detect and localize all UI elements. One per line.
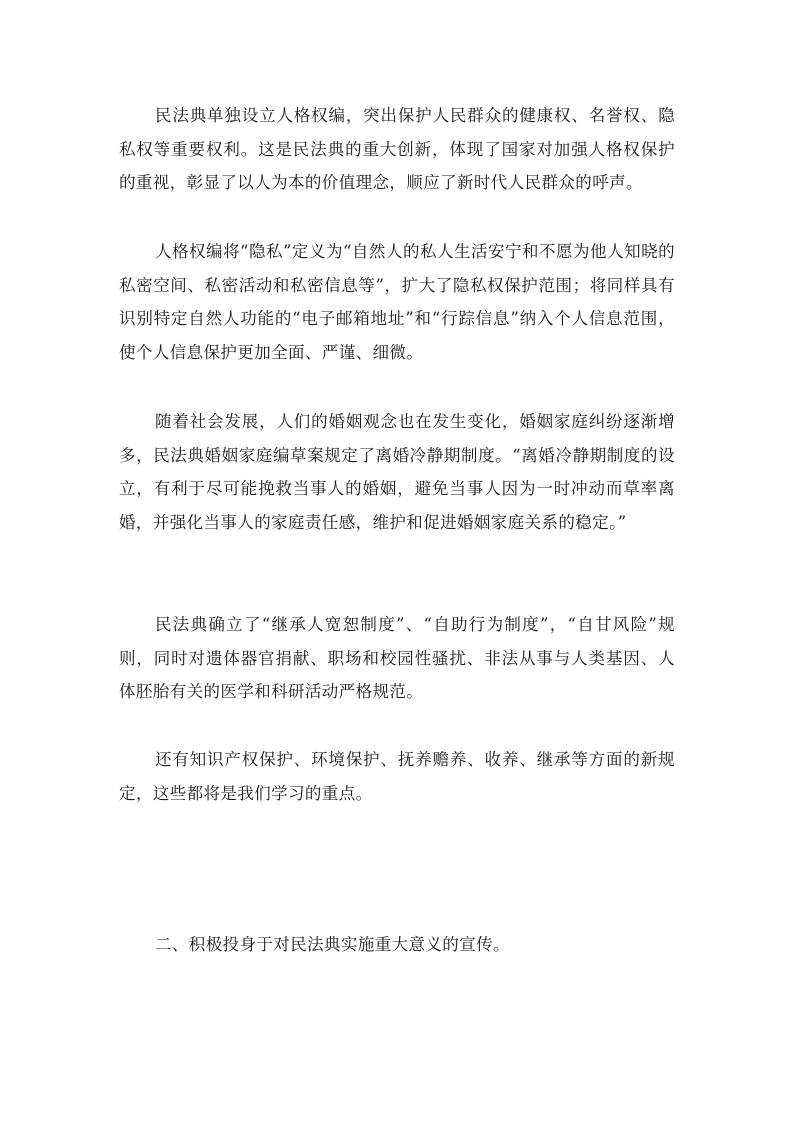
paragraph-personality-rights: 民法典单独设立人格权编，突出保护人民群众的健康权、名誉权、隐私权等重要权利。这是民法典的重大创新，体现了国家对加强人格权保护的重视，彰显了以人为本的价值理念，顺应了新时代人民群众的呼声。 bbox=[119, 106, 675, 192]
paragraph-marriage-cooling-off: 随着社会发展，人们的婚姻观念也在发生变化，婚姻家庭纠纷逐渐增多，民法典婚姻家庭编草案规定了离婚冷静期制度。“离婚冷静期制度的设立，有利于尽可能挽救当事人的婚姻，避免当事人因为一时冲动而草率离婚，并强化当事人的家庭责任感，维护和促进婚姻家庭关系的稳定。” bbox=[119, 412, 675, 532]
paragraph-new-systems: 民法典确立了“继承人宽恕制度”、“自助行为制度”，“自甘风险”规则，同时对遗体器官捐献、职场和校园性骚扰、非法从事与人类基因、人体胚胎有关的医学和科研活动严格规范。 bbox=[119, 615, 675, 701]
section-heading-publicity: 二、积极投身于对民法典实施重大意义的宣传。 bbox=[155, 935, 510, 954]
paragraph-privacy-definition: 人格权编将“隐私”定义为“自然人的私人生活安宁和不愿为他人知晓的私密空间、私密活动和私密信息等”，扩大了隐私权保护范围；将同样具有识别特定自然人功能的“电子邮箱地址”和“行踪信息”纳入个人信息范围，使个人信息保护更加全面、严谨、细微。 bbox=[119, 242, 675, 362]
paragraph-other-provisions: 还有知识产权保护、环境保护、抚养赡养、收养、继承等方面的新规定，这些都将是我们学习的重点。 bbox=[119, 750, 675, 803]
